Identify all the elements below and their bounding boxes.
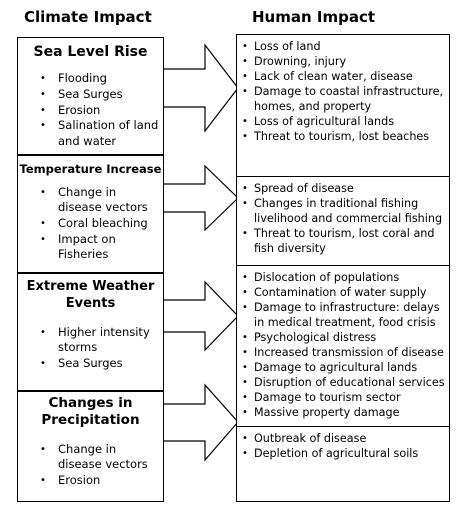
- climate-box-extreme-weather: [17, 273, 164, 391]
- list-item: • Psychological distress: [237, 330, 449, 345]
- list-item: • Flooding: [18, 71, 163, 86]
- list-item: • Spread of disease: [237, 181, 449, 196]
- list-item: • Massive property damage: [237, 405, 449, 420]
- list-item: • Loss of land: [237, 39, 449, 54]
- list-item: • Threat to tourism, lost coral and fish diversity: [237, 226, 449, 256]
- climate-box-sea-level: [17, 37, 164, 155]
- list-item: • Loss of agricultural lands: [237, 114, 449, 129]
- climate-title: Changes in Precipitation: [41, 395, 140, 428]
- list-item: • Lack of clean water, disease: [237, 69, 449, 84]
- arrow-precipitation: [160, 385, 238, 460]
- human-box-precipitation: [236, 426, 450, 502]
- climate-title: Extreme Weather Events: [26, 279, 155, 311]
- human-box-extreme-weather: [236, 265, 450, 427]
- list-item: • Changes in traditional fishing livelihood and commercial fishing: [237, 196, 449, 226]
- list-item: • Damage to tourism sector: [237, 390, 449, 405]
- list-item: • Sea Surges: [18, 87, 163, 102]
- climate-box-temperature: [17, 155, 164, 273]
- list-item: • Erosion: [18, 473, 163, 488]
- list-item: • Damage to infrastructure: delays in medical treatment, food crisis: [237, 300, 449, 330]
- list-item: • Higher intensity storms: [18, 325, 163, 356]
- list-item: • Depletion of agricultural soils: [237, 446, 449, 461]
- list-item: • Increased transmission of disease: [237, 345, 449, 360]
- list-item: • Damage to agricultural lands: [237, 360, 449, 375]
- list-item: • Change in disease vectors: [18, 442, 163, 473]
- list-item: • Impact on Fisheries: [18, 232, 163, 263]
- list-item: • Damage to coastal infrastructure, homes, and property: [237, 84, 449, 114]
- list-item: • Contamination of water supply: [237, 285, 449, 300]
- climate-title: Temperature Increase: [19, 162, 162, 176]
- list-item: • Threat to tourism, lost beaches: [237, 129, 449, 144]
- human-box-sea-level: [236, 34, 450, 177]
- arrow-sea-level: [160, 45, 238, 131]
- list-item: • Erosion: [18, 103, 163, 118]
- human-impact-header: Human Impact: [252, 8, 376, 26]
- climate-impact-header: Climate Impact: [24, 8, 152, 26]
- list-item: • Outbreak of disease: [237, 431, 449, 446]
- list-item: • Disruption of educational services: [237, 375, 449, 390]
- list-item: • Change in disease vectors: [18, 185, 163, 216]
- human-box-temperature: [236, 176, 450, 266]
- arrow-extreme-weather: [160, 282, 238, 350]
- list-item: • Coral bleaching: [18, 216, 163, 231]
- climate-title: Sea Level Rise: [33, 44, 148, 60]
- arrow-temperature: [160, 166, 238, 230]
- list-item: • Salination of land and water: [18, 118, 163, 149]
- list-item: • Sea Surges: [18, 356, 163, 371]
- list-item: • Dislocation of populations: [237, 270, 449, 285]
- climate-box-precipitation: [17, 391, 164, 502]
- list-item: • Drowning, injury: [237, 54, 449, 69]
